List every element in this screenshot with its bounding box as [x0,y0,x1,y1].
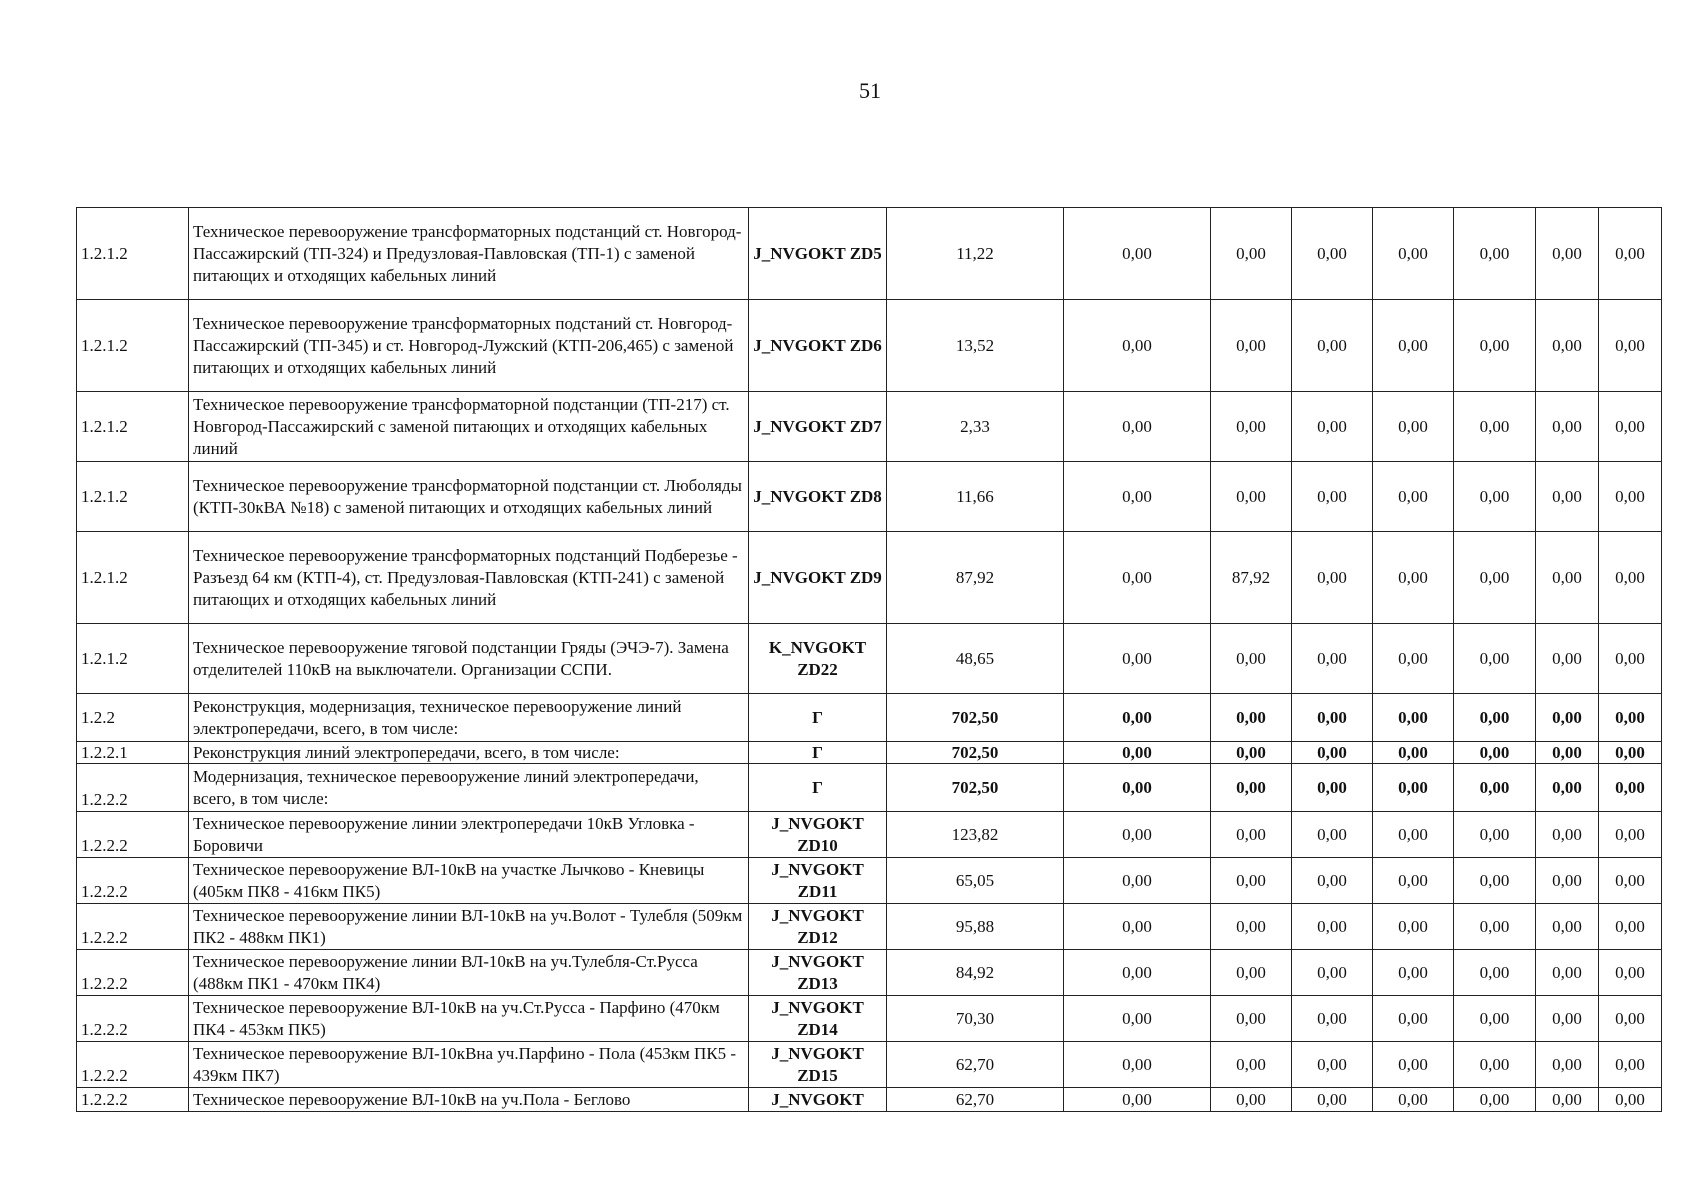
row-value-6: 0,00 [1454,208,1536,300]
table-row [77,996,1662,1042]
row-code: 1.2.2.1 [77,742,189,764]
row-value-8: 0,00 [1599,996,1662,1042]
row-value-7: 0,00 [1536,1088,1599,1112]
row-identifier: J_NVGOKT [749,1088,887,1112]
row-name: Техническое перевооружение тяговой подстанции Гряды (ЭЧЭ-7). Замена отделителей 110кВ на выключатели. Организации ССПИ. [189,624,749,694]
row-value-7: 0,00 [1536,694,1599,742]
row-identifier: J_NVGOKT ZD12 [749,904,887,950]
row-value-5: 0,00 [1373,742,1454,764]
row-code: 1.2.1.2 [77,532,189,624]
row-value-1: 48,65 [887,624,1064,694]
row-value-2: 0,00 [1064,904,1211,950]
row-value-8: 0,00 [1599,742,1662,764]
row-name: Техническое перевооружение ВЛ-10кВ на уч.Пола - Беглово [189,1088,749,1112]
row-code: 1.2.1.2 [77,300,189,392]
table-row [77,300,1662,392]
row-value-4: 0,00 [1292,764,1373,812]
row-code: 1.2.1.2 [77,392,189,462]
row-value-7: 0,00 [1536,764,1599,812]
row-value-4: 0,00 [1292,996,1373,1042]
row-value-8: 0,00 [1599,812,1662,858]
row-value-4: 0,00 [1292,742,1373,764]
row-value-5: 0,00 [1373,858,1454,904]
row-value-7: 0,00 [1536,1042,1599,1088]
row-value-4: 0,00 [1292,208,1373,300]
table-row [77,1042,1662,1088]
row-code: 1.2.2.2 [77,1042,189,1088]
row-value-8: 0,00 [1599,858,1662,904]
row-name: Техническое перевооружение ВЛ-10кВ на участке Лычково - Кневицы (405км ПК8 - 416км ПК5) [189,858,749,904]
row-value-6: 0,00 [1454,1042,1536,1088]
row-identifier: J_NVGOKT ZD8 [749,462,887,532]
row-code: 1.2.1.2 [77,208,189,300]
row-value-6: 0,00 [1454,812,1536,858]
row-value-5: 0,00 [1373,208,1454,300]
investment-table [76,207,1662,1112]
row-value-5: 0,00 [1373,904,1454,950]
row-value-2: 0,00 [1064,624,1211,694]
row-name: Техническое перевооружение трансформаторной подстанции (ТП-217) ст. Новгород-Пассажирский с заменой питающих и отходящих кабельных линий [189,392,749,462]
row-value-6: 0,00 [1454,392,1536,462]
row-name: Техническое перевооружение линии ВЛ-10кВ на уч.Тулебля-Ст.Русса (488км ПК1 - 470км ПК4) [189,950,749,996]
row-value-8: 0,00 [1599,208,1662,300]
row-value-6: 0,00 [1454,300,1536,392]
row-name: Реконструкция, модернизация, техническое перевооружение линий электропередачи, всего, в том числе: [189,694,749,742]
row-value-5: 0,00 [1373,300,1454,392]
table-row [77,208,1662,300]
row-value-1: 70,30 [887,996,1064,1042]
row-value-6: 0,00 [1454,532,1536,624]
row-value-6: 0,00 [1454,694,1536,742]
table-row [77,1088,1662,1112]
row-name: Техническое перевооружение трансформаторных подстаний ст. Новгород-Пассажирский (ТП-345) и ст. Новгород-Лужский (КТП-206,465) с заменой питающих и отходящих кабельных линий [189,300,749,392]
row-value-6: 0,00 [1454,858,1536,904]
row-value-3: 0,00 [1211,858,1292,904]
row-value-1: 11,66 [887,462,1064,532]
row-name: Модернизация, техническое перевооружение линий электропередачи, всего, в том числе: [189,764,749,812]
row-name: Техническое перевооружение линии ВЛ-10кВ на уч.Волот - Тулебля (509км ПК2 - 488км ПК1) [189,904,749,950]
row-value-3: 0,00 [1211,996,1292,1042]
row-code: 1.2.2 [77,694,189,742]
row-value-5: 0,00 [1373,1042,1454,1088]
row-name: Техническое перевооружение ВЛ-10кВна уч.Парфино - Пола (453км ПК5 - 439км ПК7) [189,1042,749,1088]
row-value-6: 0,00 [1454,996,1536,1042]
row-code: 1.2.1.2 [77,624,189,694]
row-value-6: 0,00 [1454,950,1536,996]
row-name: Техническое перевооружение ВЛ-10кВ на уч.Ст.Русса - Парфино (470км ПК4 - 453км ПК5) [189,996,749,1042]
table-row [77,858,1662,904]
table-row [77,742,1662,764]
row-value-8: 0,00 [1599,624,1662,694]
row-identifier: Г [749,764,887,812]
row-value-7: 0,00 [1536,624,1599,694]
row-value-7: 0,00 [1536,812,1599,858]
row-value-4: 0,00 [1292,392,1373,462]
row-value-5: 0,00 [1373,624,1454,694]
row-value-8: 0,00 [1599,764,1662,812]
row-value-5: 0,00 [1373,532,1454,624]
row-value-1: 123,82 [887,812,1064,858]
row-value-6: 0,00 [1454,624,1536,694]
row-value-4: 0,00 [1292,300,1373,392]
row-value-5: 0,00 [1373,996,1454,1042]
row-identifier: J_NVGOKT ZD9 [749,532,887,624]
row-value-5: 0,00 [1373,764,1454,812]
row-value-2: 0,00 [1064,764,1211,812]
row-name: Техническое перевооружение трансформаторной подстанции ст. Люболяды (КТП-30кВА №18) с заменой питающих и отходящих кабельных линий [189,462,749,532]
row-code: 1.2.2.2 [77,858,189,904]
row-value-2: 0,00 [1064,812,1211,858]
row-value-3: 0,00 [1211,950,1292,996]
row-value-1: 87,92 [887,532,1064,624]
table-row [77,624,1662,694]
row-name: Техническое перевооружение трансформаторных подстанций ст. Новгород-Пассажирский (ТП-324) и Предузловая-Павловская (ТП-1) с заменой питающих и отходящих кабельных линий [189,208,749,300]
row-identifier: J_NVGOKT ZD6 [749,300,887,392]
row-value-1: 62,70 [887,1042,1064,1088]
row-identifier: J_NVGOKT ZD7 [749,392,887,462]
row-value-5: 0,00 [1373,462,1454,532]
row-value-4: 0,00 [1292,812,1373,858]
row-value-1: 2,33 [887,392,1064,462]
row-value-4: 0,00 [1292,1042,1373,1088]
row-value-1: 702,50 [887,742,1064,764]
row-value-8: 0,00 [1599,532,1662,624]
row-value-2: 0,00 [1064,996,1211,1042]
table-row [77,532,1662,624]
row-value-3: 0,00 [1211,742,1292,764]
row-value-8: 0,00 [1599,694,1662,742]
row-identifier: J_NVGOKT ZD15 [749,1042,887,1088]
table-row [77,764,1662,812]
row-value-3: 0,00 [1211,1042,1292,1088]
row-name: Техническое перевооружение линии электропередачи 10кВ Угловка - Боровичи [189,812,749,858]
row-value-8: 0,00 [1599,1088,1662,1112]
row-value-6: 0,00 [1454,904,1536,950]
row-value-6: 0,00 [1454,462,1536,532]
row-value-1: 95,88 [887,904,1064,950]
row-value-4: 0,00 [1292,462,1373,532]
row-value-7: 0,00 [1536,858,1599,904]
table-row [77,812,1662,858]
row-value-4: 0,00 [1292,904,1373,950]
row-code: 1.2.2.2 [77,996,189,1042]
row-value-2: 0,00 [1064,694,1211,742]
row-value-4: 0,00 [1292,950,1373,996]
row-value-8: 0,00 [1599,392,1662,462]
row-value-7: 0,00 [1536,462,1599,532]
row-value-5: 0,00 [1373,392,1454,462]
row-value-2: 0,00 [1064,1088,1211,1112]
row-value-6: 0,00 [1454,742,1536,764]
row-value-2: 0,00 [1064,858,1211,904]
row-value-1: 11,22 [887,208,1064,300]
row-value-2: 0,00 [1064,532,1211,624]
row-value-7: 0,00 [1536,392,1599,462]
row-value-7: 0,00 [1536,996,1599,1042]
row-value-7: 0,00 [1536,300,1599,392]
row-value-2: 0,00 [1064,208,1211,300]
row-value-8: 0,00 [1599,904,1662,950]
row-value-4: 0,00 [1292,624,1373,694]
row-value-5: 0,00 [1373,694,1454,742]
row-code: 1.2.2.2 [77,812,189,858]
row-value-5: 0,00 [1373,950,1454,996]
row-value-1: 702,50 [887,694,1064,742]
row-code: 1.2.1.2 [77,462,189,532]
row-value-3: 0,00 [1211,624,1292,694]
row-value-2: 0,00 [1064,1042,1211,1088]
table-row [77,392,1662,462]
row-value-5: 0,00 [1373,812,1454,858]
row-value-3: 0,00 [1211,300,1292,392]
row-identifier: J_NVGOKT ZD11 [749,858,887,904]
row-value-6: 0,00 [1454,1088,1536,1112]
row-identifier: Г [749,694,887,742]
row-value-7: 0,00 [1536,532,1599,624]
row-identifier: Г [749,742,887,764]
row-value-3: 0,00 [1211,1088,1292,1112]
row-identifier: J_NVGOKT ZD5 [749,208,887,300]
row-value-2: 0,00 [1064,300,1211,392]
row-value-3: 87,92 [1211,532,1292,624]
row-value-2: 0,00 [1064,392,1211,462]
row-code: 1.2.2.2 [77,1088,189,1112]
row-value-7: 0,00 [1536,950,1599,996]
row-value-4: 0,00 [1292,858,1373,904]
row-value-3: 0,00 [1211,764,1292,812]
row-value-3: 0,00 [1211,694,1292,742]
row-value-3: 0,00 [1211,208,1292,300]
row-identifier: K_NVGOKT ZD22 [749,624,887,694]
row-value-3: 0,00 [1211,812,1292,858]
row-code: 1.2.2.2 [77,904,189,950]
row-value-6: 0,00 [1454,764,1536,812]
row-value-1: 65,05 [887,858,1064,904]
row-identifier: J_NVGOKT ZD10 [749,812,887,858]
row-value-1: 84,92 [887,950,1064,996]
row-code: 1.2.2.2 [77,764,189,812]
row-value-7: 0,00 [1536,742,1599,764]
row-value-2: 0,00 [1064,462,1211,532]
table-body [77,208,1662,1112]
row-value-8: 0,00 [1599,300,1662,392]
row-value-1: 13,52 [887,300,1064,392]
row-value-7: 0,00 [1536,208,1599,300]
row-identifier: J_NVGOKT ZD13 [749,950,887,996]
table-row [77,462,1662,532]
table-row [77,694,1662,742]
row-value-2: 0,00 [1064,742,1211,764]
row-name: Реконструкция линий электропередачи, всего, в том числе: [189,742,749,764]
row-value-3: 0,00 [1211,462,1292,532]
table-row [77,950,1662,996]
row-value-7: 0,00 [1536,904,1599,950]
row-value-3: 0,00 [1211,392,1292,462]
row-value-8: 0,00 [1599,462,1662,532]
table-row [77,904,1662,950]
row-value-3: 0,00 [1211,904,1292,950]
row-value-4: 0,00 [1292,694,1373,742]
row-value-8: 0,00 [1599,950,1662,996]
row-value-2: 0,00 [1064,950,1211,996]
row-value-8: 0,00 [1599,1042,1662,1088]
row-value-4: 0,00 [1292,1088,1373,1112]
row-code: 1.2.2.2 [77,950,189,996]
row-value-1: 702,50 [887,764,1064,812]
row-name: Техническое перевооружение трансформаторных подстанций Подберезье - Разъезд 64 км (КТП-4), ст. Предузловая-Павловская (КТП-241) с заменой питающих и отходящих кабельных линий [189,532,749,624]
row-value-5: 0,00 [1373,1088,1454,1112]
row-identifier: J_NVGOKT ZD14 [749,996,887,1042]
row-value-4: 0,00 [1292,532,1373,624]
page-number: 51 [859,78,881,103]
row-value-1: 62,70 [887,1088,1064,1112]
